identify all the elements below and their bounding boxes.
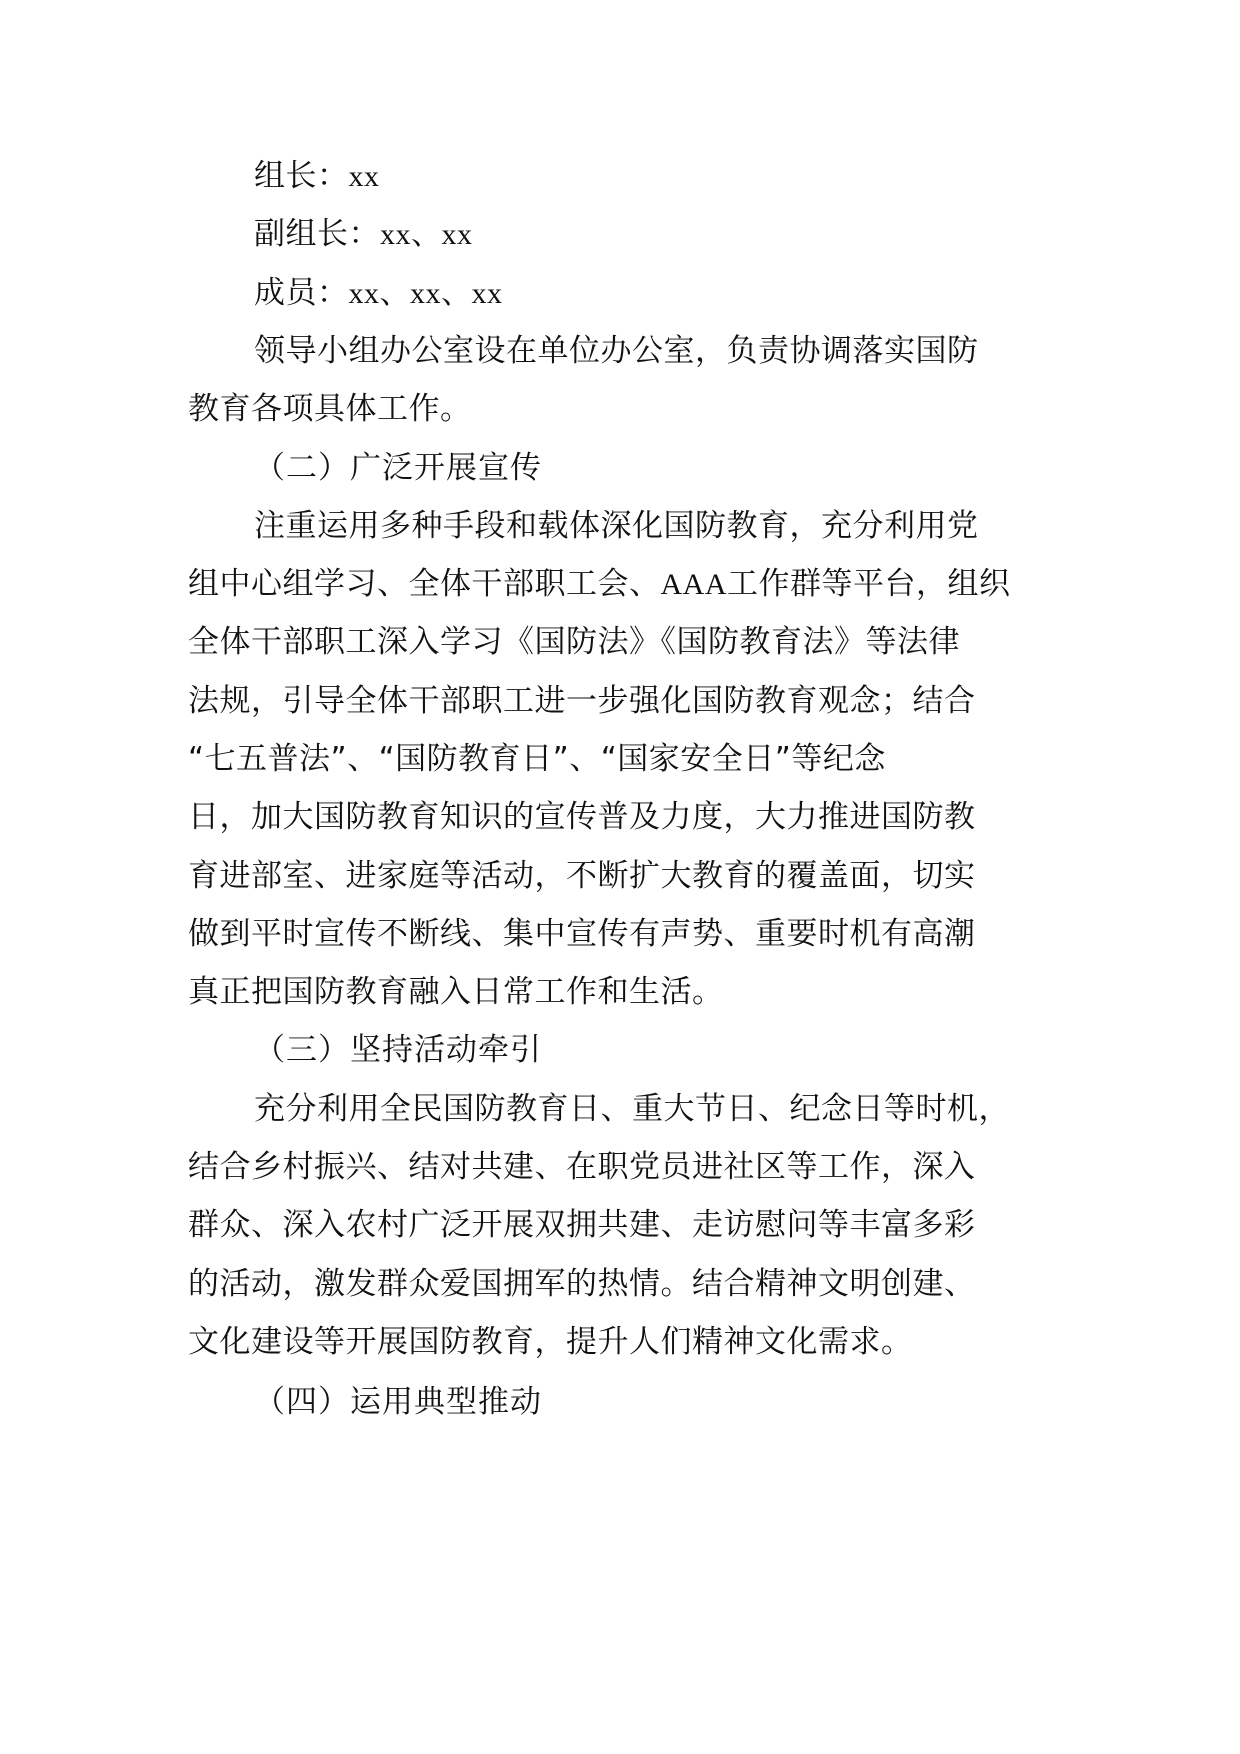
member-members-line — [254, 261, 1134, 326]
section-2-line-2-part-a: 组中心组学习、全体干部职工会、 — [188, 566, 661, 602]
member-deputy-names: xx、xx — [380, 218, 473, 251]
office-paragraph-line-2: 教育各项具体工作。 — [188, 391, 472, 427]
section-2-line-6: 日，加大国防教育知识的宣传普及力度，大力推进国防教 — [188, 799, 976, 835]
section-2-line-1: 注重运用多种手段和载体深化国防教育，充分利用党 — [254, 508, 979, 544]
member-leader-line — [254, 144, 1134, 209]
section-3-line-4: 的活动，激发群众爱国拥军的热情。结合精神文明创建、 — [188, 1266, 976, 1302]
section-2-line-2-part-c: 工作群等平台，组织 — [727, 566, 1011, 602]
member-members-names: xx、xx、xx — [348, 277, 503, 310]
member-leader-names: xx — [348, 160, 380, 193]
section-3-line-3: 群众、深入农村广泛开展双拥共建、走访慰问等丰富多彩 — [188, 1207, 976, 1243]
section-2-line-3: 全体干部职工深入学习《国防法》《国防教育法》等法律 — [188, 624, 960, 660]
section-2-line-5: “七五普法”、“国防教育日”、“国家安全日”等纪念 — [188, 741, 886, 777]
section-3-line-5: 文化建设等开展国防教育，提升人们精神文化需求。 — [188, 1324, 913, 1360]
section-2-line-2-part-b: AAA — [660, 568, 727, 601]
section-3-line-1: 充分利用全民国防教育日、重大节日、纪念日等时机， — [254, 1091, 1010, 1127]
section-2-line-9: 真正把国防教育融入日常工作和生活。 — [188, 974, 724, 1010]
section-4-heading: （四）运用典型推动 — [254, 1384, 542, 1420]
section-2-heading: （二）广泛开展宣传 — [254, 450, 542, 486]
section-2-line-2 — [188, 552, 1068, 617]
section-3-line-2: 结合乡村振兴、结对共建、在职党员进社区等工作，深入 — [188, 1149, 976, 1185]
section-2-line-4: 法规，引导全体干部职工进一步强化国防教育观念；结合 — [188, 683, 976, 719]
office-paragraph-line-1: 领导小组办公室设在单位办公室，负责协调落实国防 — [254, 333, 979, 369]
member-deputy-label: 副组长： — [254, 216, 380, 252]
member-deputy-line — [254, 202, 1134, 267]
member-leader-label: 组长： — [254, 158, 349, 194]
section-2-line-8: 做到平时宣传不断线、集中宣传有声势、重要时机有高潮 — [188, 916, 976, 952]
section-3-heading: （三）坚持活动牵引 — [254, 1032, 542, 1068]
section-2-line-7: 育进部室、进家庭等活动，不断扩大教育的覆盖面，切实 — [188, 858, 976, 894]
member-members-label: 成员： — [254, 275, 349, 311]
